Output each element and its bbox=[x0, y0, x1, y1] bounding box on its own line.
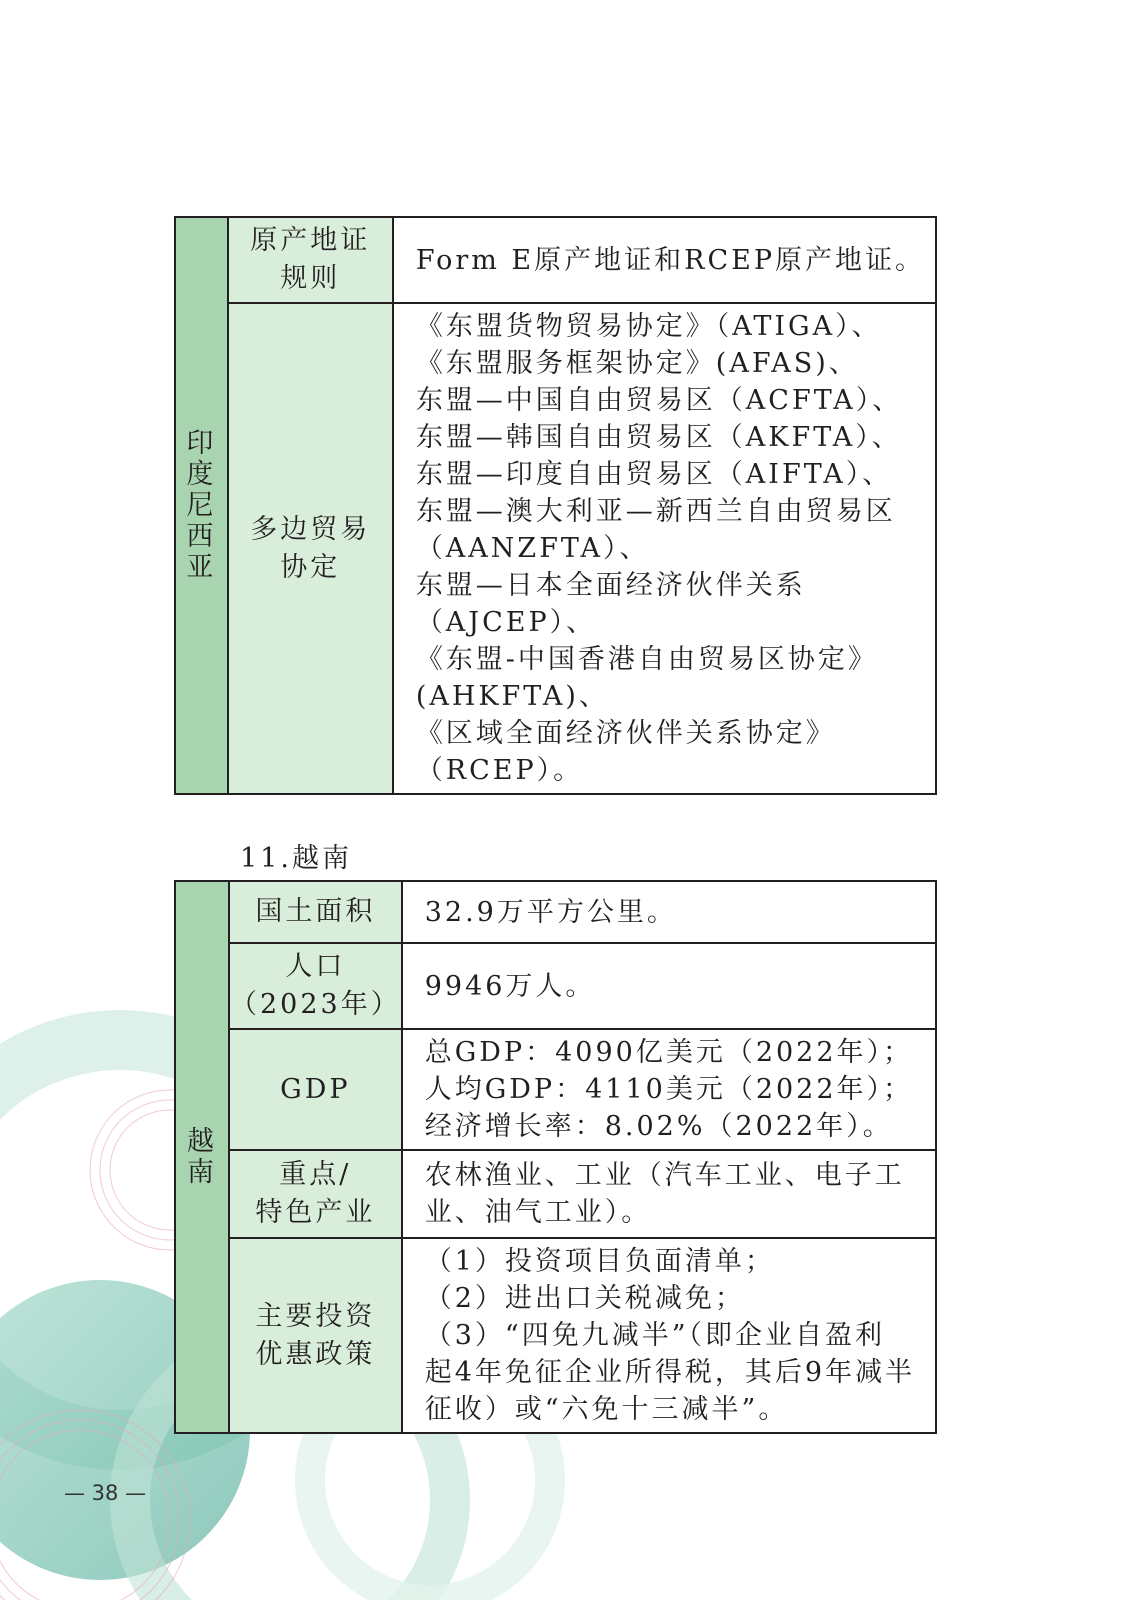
value-line: （AANZFTA）、 bbox=[415, 533, 650, 564]
label-line: 协定 bbox=[280, 551, 341, 583]
value-line: 东盟—印度自由贸易区（AIFTA）、 bbox=[415, 459, 893, 490]
value-line: 总GDP：4090亿美元（2022年）； bbox=[424, 1037, 914, 1068]
table-row bbox=[175, 943, 936, 1029]
table-row bbox=[175, 881, 936, 943]
row-label-gdp bbox=[229, 1029, 402, 1150]
value-line: 《东盟-中国香港自由贸易区协定》 bbox=[415, 644, 878, 675]
row-label-trade-agreements bbox=[228, 303, 393, 794]
table-row bbox=[175, 303, 936, 794]
row-value-area bbox=[402, 881, 936, 943]
value-line: 《区域全面经济伙伴关系协定》 bbox=[415, 718, 836, 749]
value-line: Form E原产地证和RCEP原产地证。 bbox=[415, 244, 925, 276]
label-line: 主要投资 bbox=[255, 1300, 376, 1332]
value-line: 起4年免征企业所得税，其后9年减半 bbox=[424, 1357, 916, 1388]
value-line: （1）投资项目负面清单； bbox=[424, 1246, 775, 1277]
row-value-origin-rules bbox=[393, 217, 936, 303]
row-value-gdp bbox=[402, 1029, 936, 1150]
value-line: 9946万人。 bbox=[424, 970, 596, 1002]
value-line: 经济增长率：8.02%（2022年）。 bbox=[424, 1111, 893, 1142]
country-char: 亚 bbox=[186, 552, 217, 583]
value-line: 东盟—日本全面经济伙伴关系 bbox=[415, 570, 806, 601]
row-label-industries bbox=[229, 1150, 402, 1238]
country-char: 西 bbox=[186, 521, 217, 552]
value-line: 东盟—澳大利亚—新西兰自由贸易区 bbox=[415, 496, 896, 527]
table-row bbox=[175, 1238, 936, 1433]
label-line: 多边贸易 bbox=[250, 513, 371, 545]
value-line: （RCEP）。 bbox=[415, 755, 584, 786]
row-value-investment-policy bbox=[402, 1238, 936, 1433]
value-line: 32.9万平方公里。 bbox=[424, 896, 677, 928]
row-label-population bbox=[229, 943, 402, 1029]
value-line: 《东盟货物贸易协定》（ATIGA）、 bbox=[415, 311, 882, 342]
value-line: (AHKFTA)、 bbox=[415, 681, 609, 712]
label-line: 重点/ bbox=[279, 1159, 352, 1190]
country-char: 尼 bbox=[186, 490, 217, 521]
row-label-investment-policy bbox=[229, 1238, 402, 1433]
label-line: GDP bbox=[280, 1073, 351, 1105]
value-line: 征收）或“六免十三减半”。 bbox=[424, 1394, 789, 1425]
label-line: 特色产业 bbox=[255, 1197, 376, 1228]
row-label-origin-rules bbox=[228, 217, 393, 303]
country-name-indonesia bbox=[175, 217, 228, 794]
country-char: 南 bbox=[187, 1157, 217, 1188]
page-number: — 38 — bbox=[64, 1481, 147, 1505]
label-line: 规则 bbox=[280, 263, 341, 294]
value-line: （2）进出口关税减免； bbox=[424, 1283, 745, 1314]
country-char: 印 bbox=[186, 428, 217, 459]
label-line: 人口 bbox=[285, 951, 346, 982]
country-char: 越 bbox=[187, 1126, 217, 1157]
indonesia-table bbox=[174, 216, 937, 795]
table-row bbox=[175, 217, 936, 303]
country-char: 度 bbox=[186, 459, 217, 490]
row-value-population bbox=[402, 943, 936, 1029]
label-line: 原产地证 bbox=[250, 225, 371, 256]
label-line: （2023年） bbox=[230, 989, 401, 1020]
value-line: （3）“四免九减半”（即企业自盈利 bbox=[424, 1320, 886, 1351]
value-line: （AJCEP）、 bbox=[415, 607, 597, 638]
row-value-trade-agreements bbox=[393, 303, 936, 794]
value-line: 《东盟服务框架协定》(AFAS)、 bbox=[415, 348, 859, 379]
row-label-area bbox=[229, 881, 402, 943]
value-line: 人均GDP：4110美元（2022年）； bbox=[424, 1074, 914, 1105]
table-row bbox=[175, 1150, 936, 1238]
country-name-vietnam bbox=[175, 881, 229, 1433]
value-line: 东盟—韩国自由贸易区（AKFTA）、 bbox=[415, 422, 902, 453]
value-line: 东盟—中国自由贸易区（ACFTA）、 bbox=[415, 385, 903, 416]
label-line: 国土面积 bbox=[255, 896, 376, 927]
label-line: 优惠政策 bbox=[255, 1338, 376, 1370]
section-heading-vietnam: 11.越南 bbox=[240, 843, 352, 874]
row-value-industries bbox=[402, 1150, 936, 1238]
value-line: 业、油气工业）。 bbox=[424, 1197, 652, 1228]
value-line: 农林渔业、工业（汽车工业、电子工 bbox=[424, 1160, 905, 1191]
table-row bbox=[175, 1029, 936, 1150]
vietnam-table bbox=[174, 880, 937, 1434]
